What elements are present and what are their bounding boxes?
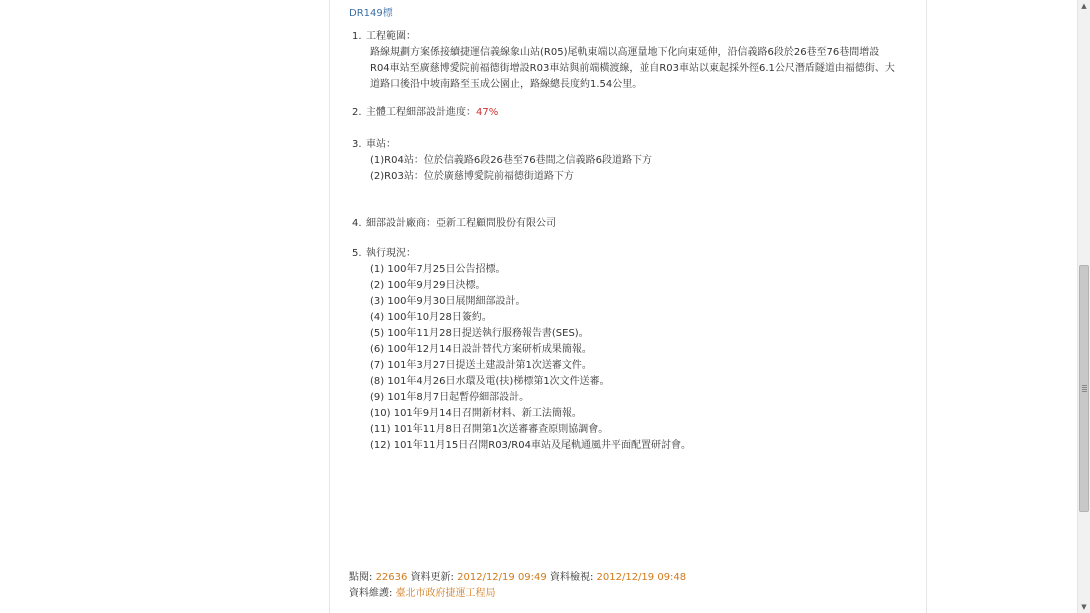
views-label: 點閱: <box>349 572 373 583</box>
list-item: (1) 100年7月25日公告招標。 <box>370 264 506 275</box>
list-item: (8) 101年4月26日水環及電(扶)梯標第1次文件送審。 <box>370 376 610 387</box>
scroll-down-icon[interactable]: ▼ <box>1078 601 1090 613</box>
list-item: (6) 100年12月14日設計替代方案研析成果簡報。 <box>370 344 592 355</box>
grip-icon <box>1082 385 1087 392</box>
section-title: 執行現況： <box>366 248 416 259</box>
vendor-label: 細部設計廠商：亞新工程顧問股份有限公司 <box>366 218 556 229</box>
views-value: 22636 <box>375 572 408 583</box>
maintainer-label: 資料維護: <box>349 588 393 599</box>
section-number: 1. <box>352 31 362 42</box>
list-item: (4) 100年10月28日簽約。 <box>370 312 492 323</box>
list-item: (9) 101年8月7日起暫停細部設計。 <box>370 392 530 403</box>
progress-label: 主體工程細部設計進度： <box>366 107 476 118</box>
list-item: (7) 101年3月27日提送土建設計第1次送審文件。 <box>370 360 592 371</box>
progress-value: 47% <box>476 107 499 118</box>
scope-line: R04車站至廣慈博愛院前福德街增設R03車站與前端橫渡線，並自R03車站以東起採外徑6.1公尺潛盾隧道由福德街、大 <box>370 63 895 74</box>
section-title: 工程範圍： <box>366 31 416 42</box>
section-title: 車站： <box>366 139 396 150</box>
content-panel <box>329 0 927 613</box>
section-number: 4. <box>352 218 362 229</box>
footer-meta <box>349 570 686 602</box>
list-item: (10) 101年9月14日召開新材料、新工法簡報。 <box>370 408 582 419</box>
section-status <box>352 246 691 454</box>
maintainer-value: 臺北市政府捷運工程局 <box>395 588 496 599</box>
section-stations <box>352 137 652 185</box>
vertical-scrollbar[interactable] <box>1077 0 1090 613</box>
scroll-up-icon[interactable]: ▲ <box>1078 0 1090 12</box>
list-item: (11) 101年11月8日召開第1次送審審查原則協調會。 <box>370 424 609 435</box>
checked-value: 2012/12/19 09:48 <box>596 572 687 583</box>
section-scope <box>352 29 895 93</box>
station-line: (2)R03站：位於廣慈博愛院前福德街道路下方 <box>370 171 574 182</box>
list-item: (5) 100年11月28日提送執行服務報告書(SES)。 <box>370 328 589 339</box>
checked-label: 資料檢視: <box>549 572 594 583</box>
scope-line: 道路口後沿中坡南路至玉成公園止，路線總長度約1.54公里。 <box>370 79 643 90</box>
list-item: (3) 100年9月30日展開細部設計。 <box>370 296 526 307</box>
section-vendor <box>352 216 556 232</box>
list-item: (2) 100年9月29日決標。 <box>370 280 486 291</box>
section-number: 3. <box>352 139 362 150</box>
page-title: DR149標 <box>349 8 393 19</box>
station-line: (1)R04站：位於信義路6段26巷至76巷間之信義路6段道路下方 <box>370 155 653 166</box>
section-progress <box>352 105 498 121</box>
updated-label: 資料更新: <box>410 572 454 583</box>
section-number: 5. <box>352 248 362 259</box>
list-item: (12) 101年11月15日召開R03/R04車站及尾軌通風井平面配置研討會。 <box>370 440 691 451</box>
scrollbar-thumb[interactable] <box>1079 265 1089 512</box>
scope-line: 路線規劃方案係接續捷運信義線象山站(R05)尾軌東端以高運量地下化向東延伸，沿信義路6段於26巷至76巷間增設 <box>370 47 880 58</box>
section-number: 2. <box>352 107 362 118</box>
updated-value: 2012/12/19 09:49 <box>457 572 547 583</box>
